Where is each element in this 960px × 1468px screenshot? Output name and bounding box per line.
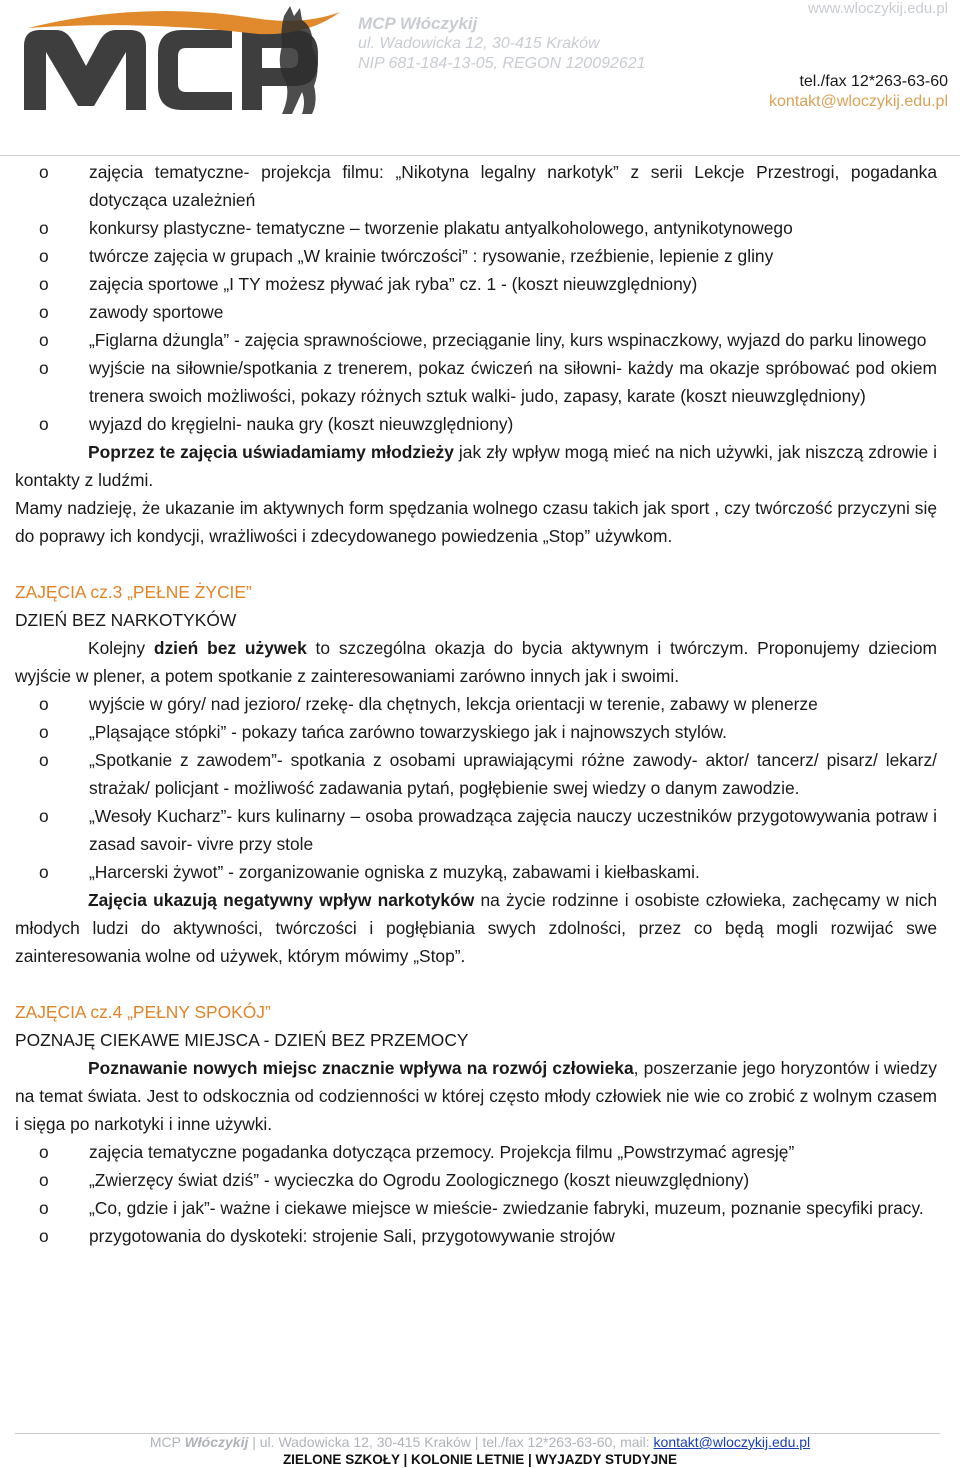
list-item: o zajęcia sportowe „I TY możesz pływać jak ryba” cz. 1 - (koszt nieuwzględniony) [15, 270, 937, 298]
bullet-marker: o [39, 1226, 49, 1246]
summary-paragraph-2: Mamy nadzieję, że ukazanie im aktywnych form spędzania wolnego czasu takich jak sport , czy twórczość przyczyni się do poprawy ich kondycji, wrażliwości i zdecydowanego powiedzenia „Stop” używkom. [15, 498, 937, 546]
bullet-marker: o [39, 722, 49, 742]
bullet-marker: o [39, 862, 49, 882]
bullet-marker: o [39, 302, 49, 322]
footer-contact-line: MCP Włóczykij | ul. Wadowicka 12, 30-415 Kraków | tel./fax 12*263-63-60, mail: kontakt@wloczykij.edu.pl [149, 1434, 811, 1450]
list-item: o zajęcia tematyczne- projekcja filmu: „Nikotyna legalny narkotyk” z serii Lekcje Przestrogi, pogadanka dotycząca uzależnień [15, 158, 937, 214]
list-item: o zajęcia tematyczne pogadanka dotycząca przemocy. Projekcja filmu „Powstrzymać agresję” [15, 1138, 937, 1166]
bullet-marker: o [39, 246, 49, 266]
summary-paragraph-1: Poprzez te zajęcia uświadamiamy młodzieży jak zły wpływ mogą mieć na nich używki, jak niszczą zdrowie i kontakty z ludźmi. [15, 442, 937, 490]
mcp-logo [22, 6, 352, 118]
list-item: o „Co, gdzie i jak”- ważne i ciekawe miejsce w mieście- zwiedzanie fabryki, muzeum, poznanie specyfiki pracy. [15, 1194, 937, 1222]
section-4-intro: Poznawanie nowych miejsc znacznie wpływa na rozwój człowieka, poszerzanie jego horyzontów i wiedzy na temat świata. Jest to odskocznia od codzienności w której często młody człowiek nie wie co zrobić z wolnym czasem i sięga po narkotyki i inne używki. [15, 1058, 937, 1134]
header-email-link[interactable]: kontakt@wloczykij.edu.pl [769, 93, 948, 110]
company-address: ul. Wadowicka 12, 30-415 Kraków [358, 35, 600, 52]
website-link[interactable]: www.wloczykij.edu.pl [807, 0, 948, 17]
section-4-title: ZAJĘCIA cz.4 „PEŁNY SPOKÓJ” [15, 1002, 271, 1022]
company-registry: NIP 681-184-13-05, REGON 120092621 [358, 55, 646, 72]
bullet-marker: o [39, 1142, 49, 1162]
list-item: o twórcze zajęcia w grupach „W krainie twórczości” : rysowanie, rzeźbienie, lepienie z gliny [15, 242, 937, 270]
company-name: MCP Włóczykij [358, 14, 478, 33]
section-3-subtitle: DZIEŃ BEZ NARKOTYKÓW [15, 610, 237, 630]
bullet-marker: o [39, 694, 49, 714]
contact-block [769, 72, 948, 112]
activity-list-1 [15, 158, 937, 438]
bullet-marker: o [39, 750, 49, 770]
list-item: o „Harcerski żywot” - zorganizowanie ogniska z muzyką, zabawami i kiełbaskami. [15, 858, 937, 886]
footer-email-link[interactable]: kontakt@wloczykij.edu.pl [653, 1434, 811, 1450]
list-item: o „Zwierzęcy świat dziś” - wycieczka do Ogrodu Zoologicznego (koszt nieuwzględniony) [15, 1166, 937, 1194]
bullet-marker: o [39, 806, 49, 826]
header-divider [0, 155, 960, 156]
page-header [0, 0, 960, 156]
bullet-marker: o [39, 414, 49, 434]
list-item: o konkursy plastyczne- tematyczne – tworzenie plakatu antyalkoholowego, antynikotynowego [15, 214, 937, 242]
bullet-marker: o [39, 274, 49, 294]
list-item: o zawody sportowe [15, 298, 937, 326]
bullet-marker: o [39, 162, 49, 182]
section-3-title: ZAJĘCIA cz.3 „PEŁNE ŻYCIE” [15, 582, 252, 602]
list-item: o „Wesoły Kucharz”- kurs kulinarny – osoba prowadząca zajęcia nauczy uczestników przygotowywania potraw i zasad savoir- vivre przy stole [15, 802, 937, 858]
list-item: o wyjście na siłownie/spotkania z trenerem, pokaz ćwiczeń na siłowni- każdy ma okazje spróbować pod okiem trenera swoich możliwości, pokazy różnych sztuk walki- judo, zapasy, karate (koszt nieuwzględniony) [15, 354, 937, 410]
bullet-marker: o [39, 218, 49, 238]
list-item: o „Pląsające stópki” - pokazy tańca zarówno towarzyskiego jak i najnowszych stylów. [15, 718, 937, 746]
list-item: o przygotowania do dyskoteki: strojenie Sali, przygotowywanie strojów [15, 1222, 937, 1250]
bullet-marker: o [39, 1198, 49, 1218]
activity-list-3 [15, 690, 937, 886]
list-item: o „Spotkanie z zawodem”- spotkania z osobami uprawiającymi różne zawody- aktor/ tancerz/ pisarz/ lekarz/ strażak/ policjant - możliwość zadawania pytań, pogłębienie swej wiedzy o danym zawodzie. [15, 746, 937, 802]
bullet-marker: o [39, 330, 49, 350]
company-info [358, 14, 646, 74]
document-body [15, 158, 937, 1250]
activity-list-4 [15, 1138, 937, 1250]
page-footer [0, 1434, 960, 1468]
list-item: o „Figlarna dżungla” - zajęcia sprawnościowe, przeciąganie liny, kurs wspinaczkowy, wyjazd do parku linowego [15, 326, 937, 354]
section-3-intro: Kolejny dzień bez używek to szczególna okazja do bycia aktywnym i twórczym. Proponujemy dzieciom wyjście w plener, a potem spotkanie z zainteresowaniami zarówno innych jak i swoimi. [15, 638, 937, 686]
list-item: o wyjazd do kręgielni- nauka gry (koszt nieuwzględniony) [15, 410, 937, 438]
bullet-marker: o [39, 358, 49, 378]
section-4-subtitle: POZNAJĘ CIEKAWE MIEJSCA - DZIEŃ BEZ PRZEMOCY [15, 1030, 469, 1050]
phone-number: tel./fax 12*263-63-60 [799, 73, 948, 90]
list-item: o wyjście w góry/ nad jezioro/ rzekę- dla chętnych, lekcja orientacji w terenie, zabawy w plenerze [15, 690, 937, 718]
section-3-closing: Zajęcia ukazują negatywny wpływ narkotyków na życie rodzinne i osobiste człowieka, zachęcamy w nich młodych ludzi do aktywności, twórczości i pogłębiania swych zdolności, przez co będą mogli rozwijać swe zainteresowania wolne od używek, którym mówimy „Stop”. [15, 890, 937, 966]
bullet-marker: o [39, 1170, 49, 1190]
footer-services-line: ZIELONE SZKOŁY | KOLONIE LETNIE | WYJAZDY STUDYJNE [282, 1452, 678, 1467]
